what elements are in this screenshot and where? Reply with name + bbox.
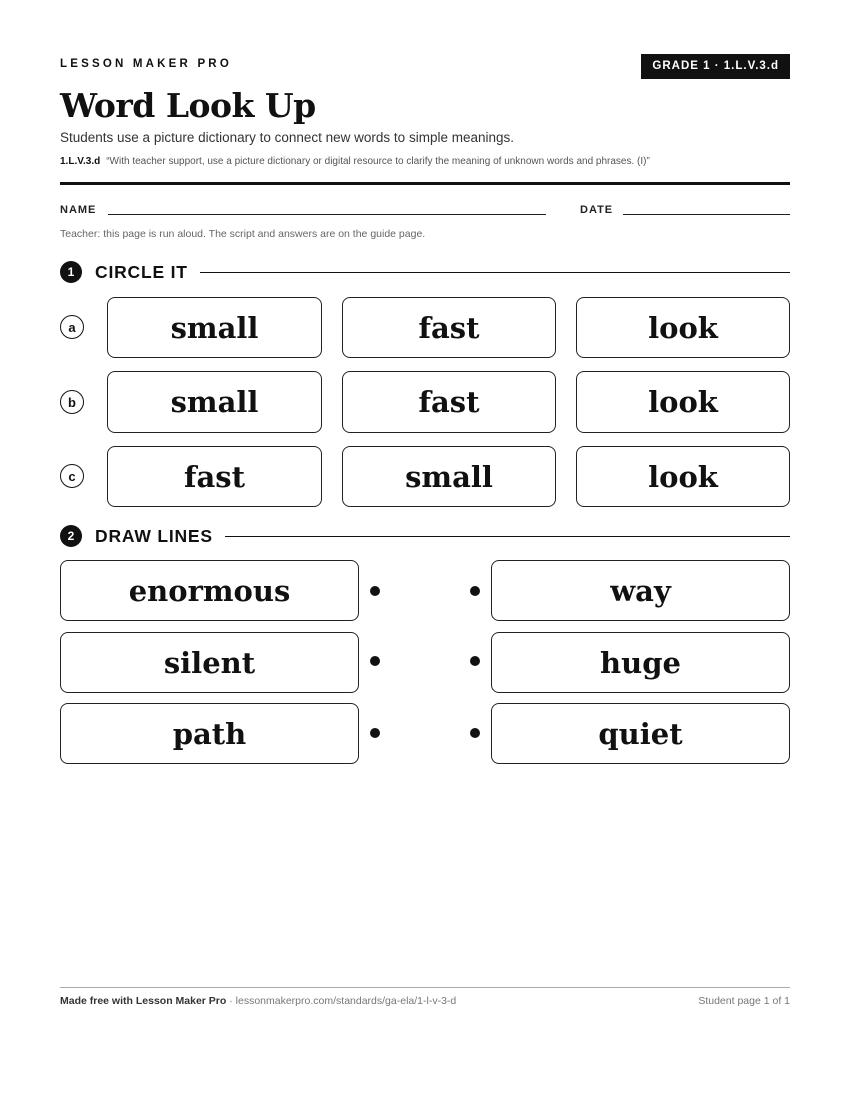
match-left-dot-2[interactable] [370, 656, 380, 666]
header-divider [60, 182, 790, 185]
circle-word-a3[interactable]: look [576, 297, 790, 358]
match-left-dot-1[interactable] [370, 586, 380, 596]
name-field[interactable] [108, 214, 546, 215]
match-right-word-1: way [491, 560, 790, 621]
footer-credit [60, 995, 456, 1007]
footer-divider [60, 987, 790, 988]
circle-word-c3[interactable]: look [576, 446, 790, 507]
section-2-title: DRAW LINES [95, 525, 213, 546]
row-c-letter: c [60, 464, 84, 488]
section-1-title: CIRCLE IT [95, 261, 188, 282]
page-title: Word Look Up [60, 86, 316, 125]
circle-word-c1[interactable]: fast [107, 446, 322, 507]
date-field[interactable] [623, 214, 790, 215]
match-left-word-3: path [60, 703, 359, 764]
standard-description [60, 156, 650, 167]
teacher-note: Teacher: this page is run aloud. The script and answers are on the guide page. [60, 228, 426, 240]
match-left-word-2: silent [60, 632, 359, 693]
standard-code: 1.L.V.3.d [60, 156, 101, 167]
brand-name: LESSON MAKER PRO [60, 58, 232, 70]
match-right-dot-1[interactable] [470, 586, 480, 596]
footer-url[interactable]: lessonmakerpro.com/standards/ga-ela/1-l-v-3-d [235, 995, 457, 1007]
row-b-letter: b [60, 390, 84, 414]
match-left-dot-3[interactable] [370, 728, 380, 738]
section-2-number: 2 [60, 525, 82, 547]
match-right-dot-2[interactable] [470, 656, 480, 666]
footer-made-with: Made free with Lesson Maker Pro [60, 995, 227, 1007]
circle-word-c2[interactable]: small [342, 446, 556, 507]
date-label: DATE [580, 204, 614, 216]
match-right-word-3: quiet [491, 703, 790, 764]
circle-word-b1[interactable]: small [107, 371, 322, 433]
circle-word-a1[interactable]: small [107, 297, 322, 358]
section-1-number: 1 [60, 261, 82, 283]
circle-word-b2[interactable]: fast [342, 371, 556, 433]
circle-word-b3[interactable]: look [576, 371, 790, 433]
row-a-letter: a [60, 315, 84, 339]
section-1-rule [200, 272, 790, 273]
footer-page-info: Student page 1 of 1 [698, 995, 790, 1007]
worksheet-page [60, 0, 790, 1100]
page-subtitle: Students use a picture dictionary to connect new words to simple meanings. [60, 130, 514, 145]
section-1-header [60, 260, 790, 284]
footer-separator: · [226, 995, 236, 1007]
name-label: NAME [60, 204, 97, 216]
standard-text: “With teacher support, use a picture dictionary or digital resource to clarify the meaning of unknown words and phrases. (I)” [106, 156, 650, 167]
match-left-word-1: enormous [60, 560, 359, 621]
section-2-header [60, 524, 790, 548]
match-right-word-2: huge [491, 632, 790, 693]
match-right-dot-3[interactable] [470, 728, 480, 738]
grade-badge: GRADE 1 · 1.L.V.3.d [641, 54, 790, 79]
circle-word-a2[interactable]: fast [342, 297, 556, 358]
section-2-rule [225, 536, 790, 537]
